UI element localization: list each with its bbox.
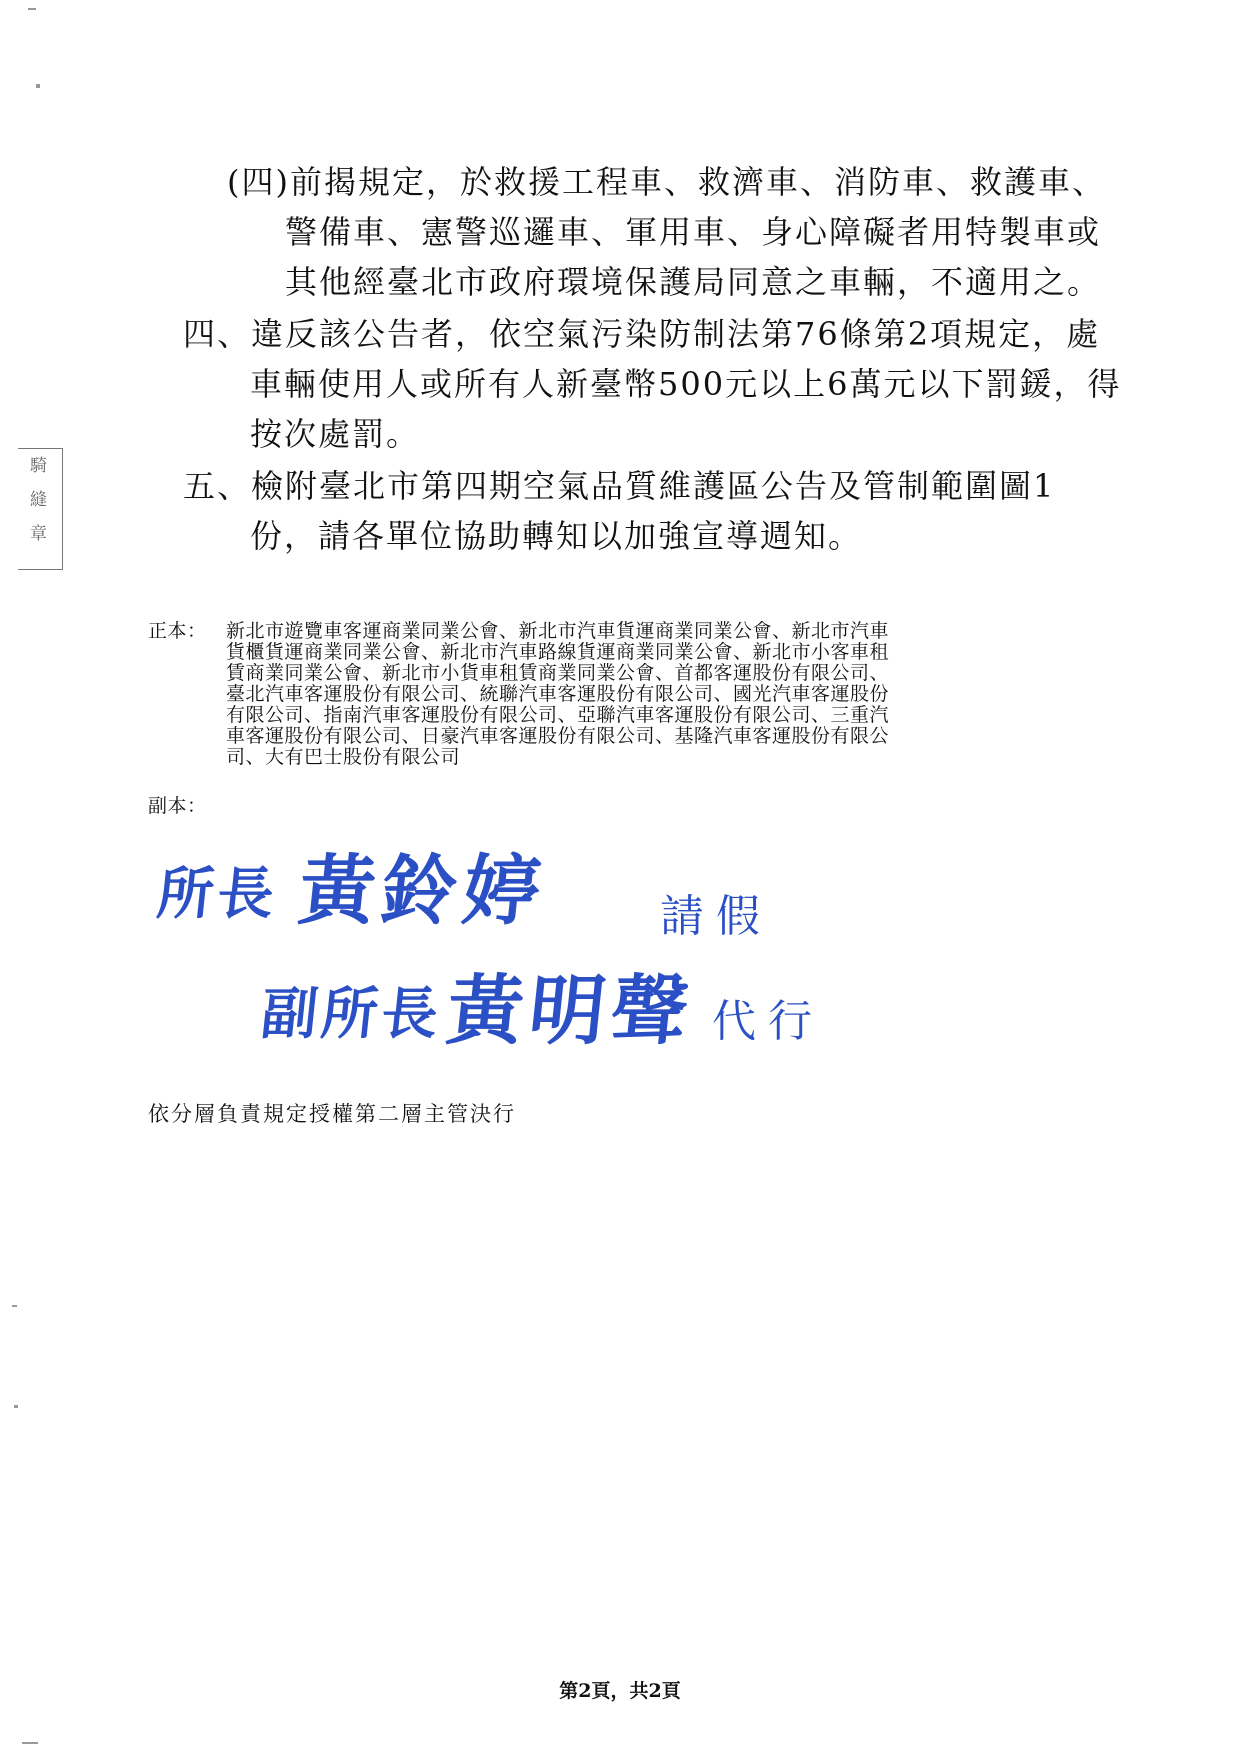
seal-char: 騎 (30, 456, 47, 476)
body-item-4-line-2: 警備車、憲警巡邏車、軍用車、身心障礙者用特製車或 (285, 213, 1102, 251)
body-section-5-line-1: 五、檢附臺北市第四期空氣品質維護區公告及管制範圍圖1 (183, 467, 1056, 505)
body-section-4-line-2: 車輛使用人或所有人新臺幣500元以上6萬元以下罰鍰，得 (250, 365, 1122, 403)
original-recipients-label: 正本： (148, 620, 207, 642)
original-recipients-line: 車客運股份有限公司、日豪汽車客運股份有限公司、基隆汽車客運股份有限公 (226, 725, 890, 747)
scan-speck (22, 1742, 38, 1744)
body-section-5-line-2: 份，請各單位協助轉知以加強宣導週知。 (250, 517, 863, 555)
scan-speck (14, 1405, 18, 1408)
authorization-note: 依分層負責規定授權第二層主管決行 (148, 1102, 516, 1126)
scan-speck (12, 1305, 17, 1307)
original-recipients-line: 臺北汽車客運股份有限公司、統聯汽車客運股份有限公司、國光汽車客運股份 (226, 683, 890, 705)
seal-char: 章 (30, 524, 47, 544)
stamp-director-note: 請假 (660, 891, 772, 942)
scan-speck (36, 84, 40, 88)
body-section-4-line-1: 四、違反該公告者，依空氣污染防制法第76條第2項規定，處 (183, 315, 1101, 353)
perforation-seal (18, 448, 63, 570)
page-number: 第2頁，共2頁 (559, 1680, 681, 1702)
original-recipients-line: 新北市遊覽車客運商業同業公會、新北市汽車貨運商業同業公會、新北市汽車 (226, 620, 890, 642)
stamp-deputy-name: 黃明聲 (442, 966, 699, 1055)
original-recipients-line: 有限公司、指南汽車客運股份有限公司、亞聯汽車客運股份有限公司、三重汽 (226, 704, 890, 726)
seal-char: 縫 (30, 490, 47, 510)
scan-speck (28, 8, 36, 10)
original-recipients-line: 賃商業同業公會、新北市小貨車租賃商業同業公會、首都客運股份有限公司、 (226, 662, 890, 684)
stamp-deputy-note: 代行 (712, 996, 824, 1047)
copy-recipients-label: 副本： (148, 795, 207, 817)
stamp-director-title: 所長 (154, 862, 281, 927)
body-item-4-line-1: (四)前揭規定，於救援工程車、救濟車、消防車、救護車、 (227, 163, 1106, 201)
original-recipients-line: 司、大有巴士股份有限公司 (226, 746, 461, 768)
original-recipients-line: 貨櫃貨運商業同業公會、新北市汽車路線貨運商業同業公會、新北市小客車租 (226, 641, 890, 663)
body-item-4-line-3: 其他經臺北市政府環境保護局同意之車輛，不適用之。 (285, 263, 1102, 301)
stamp-deputy-title: 副所長 (258, 982, 445, 1047)
body-section-4-line-3: 按次處罰。 (250, 415, 421, 453)
stamp-director-name: 黃鈴婷 (294, 846, 551, 935)
